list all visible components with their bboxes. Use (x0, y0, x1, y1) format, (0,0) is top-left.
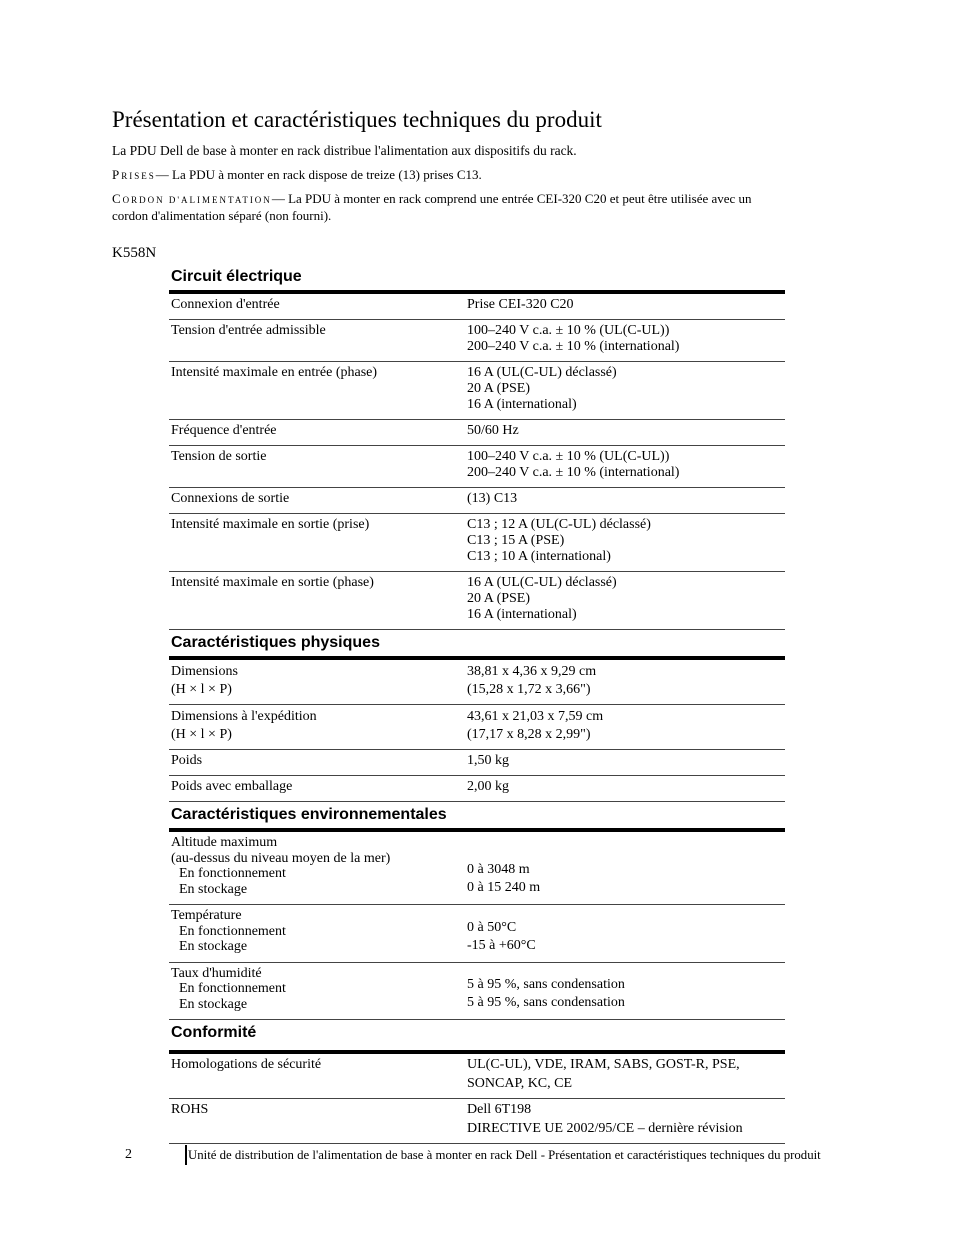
row-label (169, 1099, 467, 1143)
row-value (467, 705, 785, 749)
outlets-text: — La PDU à monter en rack dispose de treize (13) prises C13. (155, 167, 482, 182)
value-line: Dell 6T198 (467, 1102, 532, 1117)
value-line: C13 ; 12 A (UL(C-UL) déclassé) (467, 517, 651, 532)
row-label (169, 963, 467, 1020)
page-number: 2 (125, 1147, 132, 1162)
label-line: Dimensions à l'expédition (171, 709, 317, 724)
row-label (169, 905, 467, 962)
row-label (169, 660, 467, 704)
value-line: SONCAP, KC, CE (467, 1076, 573, 1091)
value-line: 200–240 V c.a. ± 10 % (international) (467, 339, 680, 354)
value-line: 20 A (PSE) (467, 381, 531, 396)
row-shipping-weight (169, 776, 785, 802)
row-value (467, 832, 785, 904)
value-line: 50/60 Hz (467, 423, 519, 438)
row-max-output-current-phase (169, 572, 785, 630)
row-value (467, 514, 785, 571)
label-line: En fonctionnement (179, 981, 286, 996)
value-line: 0 à 3048 m (467, 862, 530, 877)
value-line: 16 A (international) (467, 397, 577, 412)
label-line: Tension de sortie (171, 449, 267, 464)
row-label (169, 514, 467, 571)
row-value (467, 294, 785, 319)
value-line: Prise CEI-320 C20 (467, 297, 574, 312)
row-value (467, 362, 785, 419)
running-footer: Unité de distribution de l'alimentation de base à monter en rack Dell - Présentation et caractéristiques techniques du produit (188, 1148, 821, 1162)
value-line: (15,28 x 1,72 x 3,66") (467, 682, 591, 697)
label-line: En stockage (179, 881, 248, 897)
intro-paragraph: La PDU Dell de base à monter en rack distribue l'alimentation aux dispositifs du rack. (112, 143, 577, 158)
label-line: Taux d'humidité (171, 965, 262, 981)
label-line: Dimensions (171, 664, 238, 679)
label-line: Intensité maximale en entrée (phase) (171, 365, 378, 380)
row-label (169, 294, 467, 319)
outlets-paragraph (112, 167, 482, 183)
row-label (169, 832, 467, 904)
label-line: Altitude maximum (171, 835, 278, 850)
spec-table (169, 264, 785, 1144)
row-label (169, 446, 467, 487)
row-max-input-current (169, 362, 785, 420)
row-label (169, 420, 467, 445)
outlets-label: PRISES (112, 167, 156, 182)
value-line: 43,61 x 21,03 x 7,59 cm (467, 709, 604, 724)
section-title: Conformité (169, 1020, 785, 1054)
power-cord-line (112, 190, 752, 207)
row-input-connection (169, 294, 785, 320)
row-shipping-dimensions (169, 705, 785, 750)
value-line: (17,17 x 8,28 x 2,99") (467, 727, 591, 742)
row-label (169, 1054, 467, 1098)
section-title: Caractéristiques physiques (169, 630, 785, 660)
value-line: 16 A (international) (467, 607, 577, 622)
value-line: 100–240 V c.a. ± 10 % (UL(C-UL)) (467, 323, 670, 338)
label-line: (au-dessus du niveau moyen de la mer) (171, 850, 391, 866)
value-line: 200–240 V c.a. ± 10 % (international) (467, 465, 680, 480)
value-line: DIRECTIVE UE 2002/95/CE – dernière révision (467, 1121, 743, 1136)
section-electrical-circuit (169, 264, 785, 630)
power-cord-paragraph (112, 190, 752, 224)
row-input-frequency (169, 420, 785, 446)
label-line: En fonctionnement (179, 866, 286, 881)
value-line: 16 A (UL(C-UL) déclassé) (467, 365, 617, 380)
row-value (467, 488, 785, 513)
label-line: Intensité maximale en sortie (phase) (171, 575, 374, 590)
label-line: Tension d'entrée admissible (171, 323, 326, 338)
row-label (169, 572, 467, 629)
row-value (467, 660, 785, 704)
label-line: En stockage (179, 939, 248, 954)
section-title: Circuit électrique (169, 264, 785, 294)
value-line: 16 A (UL(C-UL) déclassé) (467, 575, 617, 590)
label-line: (H × l × P) (171, 727, 232, 742)
value-line: 0 à 50°C (467, 919, 517, 935)
label-line: En stockage (179, 996, 248, 1012)
label-line: Température (171, 908, 242, 923)
label-line: Connexion d'entrée (171, 297, 280, 312)
row-label (169, 705, 467, 749)
row-value (467, 1099, 785, 1143)
row-label (169, 750, 467, 775)
label-line: Fréquence d'entrée (171, 423, 277, 438)
section-environmental (169, 802, 785, 1020)
label-line: ROHS (171, 1102, 209, 1117)
row-max-altitude (169, 832, 785, 905)
row-label (169, 776, 467, 801)
row-label (169, 320, 467, 361)
label-line: Intensité maximale en sortie (prise) (171, 517, 370, 532)
value-line: (13) C13 (467, 491, 518, 506)
row-value (467, 750, 785, 775)
section-title: Caractéristiques environnementales (169, 802, 785, 832)
row-label (169, 362, 467, 419)
label-line: Poids avec emballage (171, 779, 293, 794)
row-temperature (169, 905, 785, 963)
value-line: UL(C-UL), VDE, IRAM, SABS, GOST-R, PSE, (467, 1057, 740, 1072)
power-cord-line: cordon d'alimentation séparé (non fourni). (112, 208, 332, 223)
value-line: 5 à 95 %, sans condensation (467, 977, 625, 992)
label-line: Poids (171, 753, 203, 768)
model-number: K558N (112, 245, 157, 261)
row-safety-approvals (169, 1054, 785, 1099)
label-line: En fonctionnement (179, 923, 286, 939)
row-value (467, 572, 785, 629)
row-rohs (169, 1099, 785, 1144)
row-max-output-current-outlet (169, 514, 785, 572)
value-line: 2,00 kg (467, 779, 509, 794)
value-line: 38,81 x 4,36 x 9,29 cm (467, 664, 597, 679)
value-line: 100–240 V c.a. ± 10 % (UL(C-UL)) (467, 449, 670, 464)
label-line: Connexions de sortie (171, 491, 290, 506)
page-title: Présentation et caractéristiques techniques du produit (112, 107, 602, 132)
label-line: (H × l × P) (171, 682, 232, 697)
row-value (467, 446, 785, 487)
row-value (467, 420, 785, 445)
row-value (467, 963, 785, 1020)
value-line: 1,50 kg (467, 753, 509, 768)
value-line: 0 à 15 240 m (467, 880, 541, 895)
footer-divider (185, 1145, 187, 1165)
value-line: 20 A (PSE) (467, 591, 531, 606)
row-output-voltage (169, 446, 785, 488)
power-cord-text: — La PDU à monter en rack comprend une entrée CEI-320 C20 et peut être utilisée avec un (271, 191, 752, 206)
row-label (169, 488, 467, 513)
row-weight (169, 750, 785, 776)
value-line: C13 ; 15 A (PSE) (467, 533, 565, 548)
label-line: Homologations de sécurité (171, 1057, 322, 1072)
row-dimensions (169, 660, 785, 705)
value-line: C13 ; 10 A (international) (467, 549, 611, 564)
row-value (467, 776, 785, 801)
power-cord-label: CORDON D'ALIMENTATION (112, 191, 272, 206)
row-value (467, 905, 785, 962)
section-compliance (169, 1020, 785, 1144)
row-humidity (169, 963, 785, 1021)
section-physical (169, 630, 785, 802)
row-output-connections (169, 488, 785, 514)
row-input-voltage (169, 320, 785, 362)
value-line: 5 à 95 %, sans condensation (467, 995, 625, 1010)
row-value (467, 320, 785, 361)
row-value (467, 1054, 785, 1098)
value-line: -15 à +60°C (467, 937, 536, 953)
